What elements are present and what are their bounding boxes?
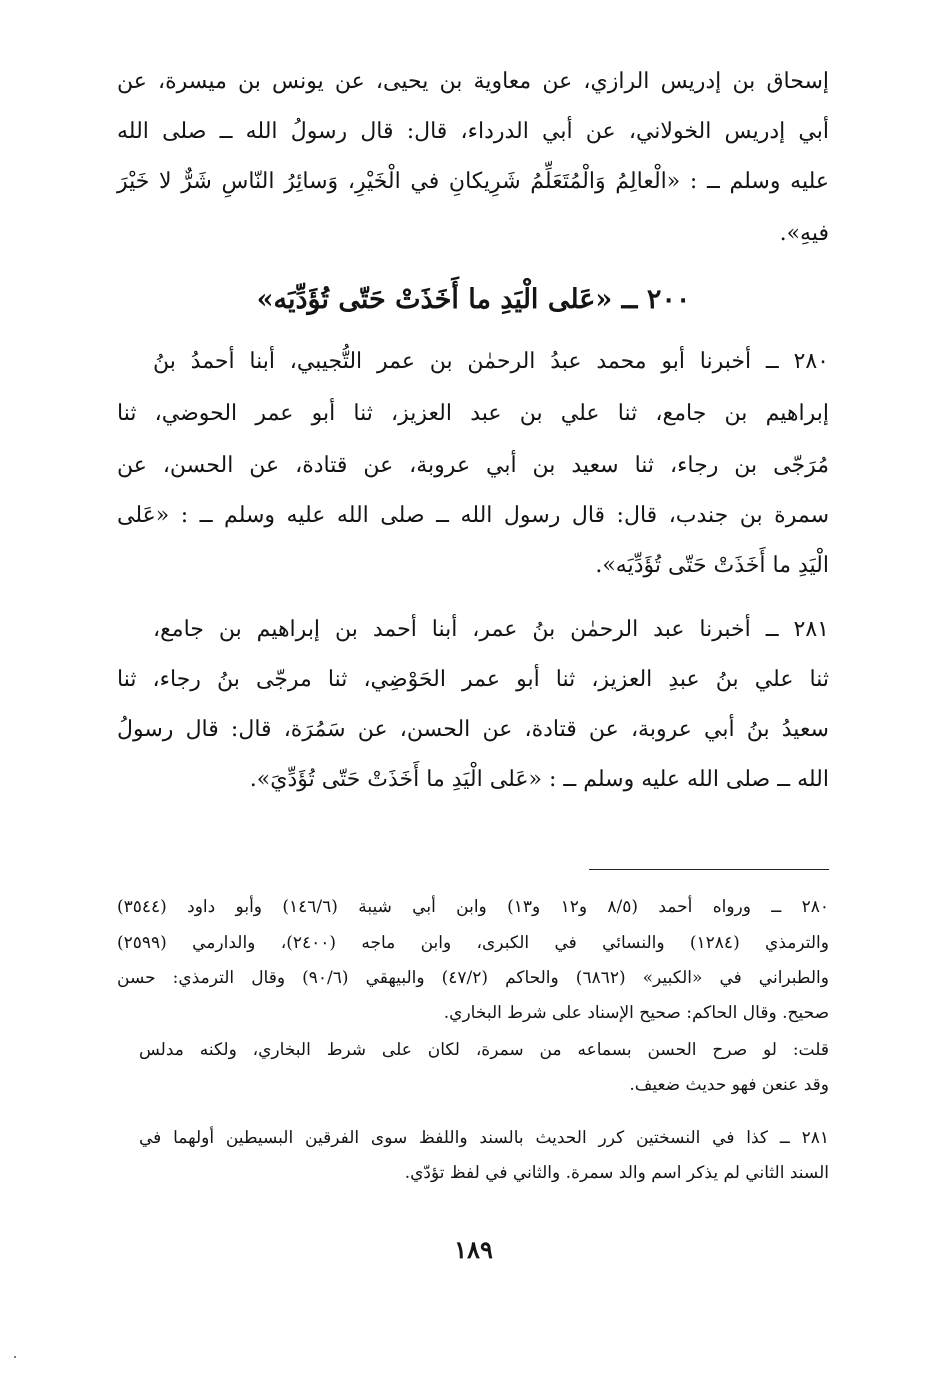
footnote-281-line: ٢٨١ ــ كذا في النسختين كرر الحديث بالسند واللفظ سوى الفرقين البسيطين أولهما في (139, 1128, 829, 1148)
scan-speck (14, 1356, 16, 1358)
body-line: فيهِ». (779, 221, 829, 246)
hadith-281-line: الله ــ صلى الله عليه وسلم ــ : «عَلى الْيَدِ ما أَخَذَتْ حَتّى تُؤَدِّيَ». (249, 767, 829, 792)
footnote-note-line: وقد عنعن فهو حديث ضعيف. (629, 1075, 829, 1095)
hadith-281-line: ثنا علي بنُ عبدِ العزيز، ثنا أبو عمر الحَوْضِي، ثنا مرجّى بنُ رجاء، ثنا (117, 667, 829, 692)
body-line: أبي إدريس الخولاني، عن أبي الدرداء، قال: قال رسولُ الله ــ صلى الله (117, 119, 829, 144)
footnote-280-line: صحيح. وقال الحاكم: صحيح الإسناد على شرط البخاري. (443, 1003, 829, 1023)
body-line: عليه وسلم ــ : «الْعالِمُ وَالْمُتَعَلِّمُ شَرِيكانِ في الْخَيْرِ، وَسائِرُ النّاسِ شَرٌّ لا خَيْرَ (117, 169, 829, 194)
hadith-280-line: إبراهيم بن جامع، ثنا علي بن عبد العزيز، ثنا أبو عمر الحوضي، ثنا (117, 401, 829, 426)
body-line: إسحاق بن إدريس الرازي، عن معاوية بن يحيى، عن يونس بن ميسرة، عن (117, 69, 829, 94)
footnote-280-line: ٢٨٠ ــ ورواه أحمد (٨/٥ و١٢ و١٣) وابن أبي شيبة (١٤٦/٦) وأبو داود (٣٥٤٤) (117, 897, 829, 917)
chapter-heading: ٢٠٠ ــ «عَلى الْيَدِ ما أَخَذَتْ حَتّى تُؤَدِّيَه» (256, 284, 691, 315)
footnote-280-line: والترمذي (١٢٨٤) والنسائي في الكبرى، وابن ماجه (٢٤٠٠)، والدارمي (٢٥٩٩) (117, 933, 829, 953)
footnote-separator (589, 869, 829, 870)
footnote-280-line: والطبراني في «الكبير» (٦٨٦٢) والحاكم (٤٧/٢) والبيهقي (٩٠/٦) وقال الترمذي: حسن (117, 968, 829, 988)
hadith-280-line: سمرة بن جندب، قال: قال رسول الله ــ صلى الله عليه وسلم ــ : «عَلى (117, 503, 829, 528)
hadith-281-line: ٢٨١ ــ أخبرنا عبد الرحمٰن بنُ عمر، أبنا أحمد بن إبراهيم بن جامع، (153, 617, 829, 642)
footnote-note-line: قلت: لو صرح الحسن بسماعه من سمرة، لكان على شرط البخاري، ولكنه مدلس (139, 1040, 829, 1060)
footnote-281-line: السند الثاني لم يذكر اسم والد سمرة. والثاني في لفظ تؤدّي. (404, 1163, 829, 1183)
hadith-280-line: ٢٨٠ ــ أخبرنا أبو محمد عبدُ الرحمٰن بن عمر التُّجيبي، أبنا أحمدُ بنُ (153, 349, 829, 374)
hadith-281-line: سعيدُ بنُ أبي عروبة، عن قتادة، عن الحسن، عن سَمُرَة، قال: قال رسولُ (117, 717, 829, 742)
page-number: ١٨٩ (454, 1235, 493, 1264)
hadith-280-line: الْيَدِ ما أَخَذَتْ حَتّى تُؤَدِّيَه». (595, 553, 829, 578)
hadith-280-line: مُرَجّى بن رجاء، ثنا سعيد بن أبي عروبة، عن قتادة، عن الحسن، عن (117, 453, 829, 478)
